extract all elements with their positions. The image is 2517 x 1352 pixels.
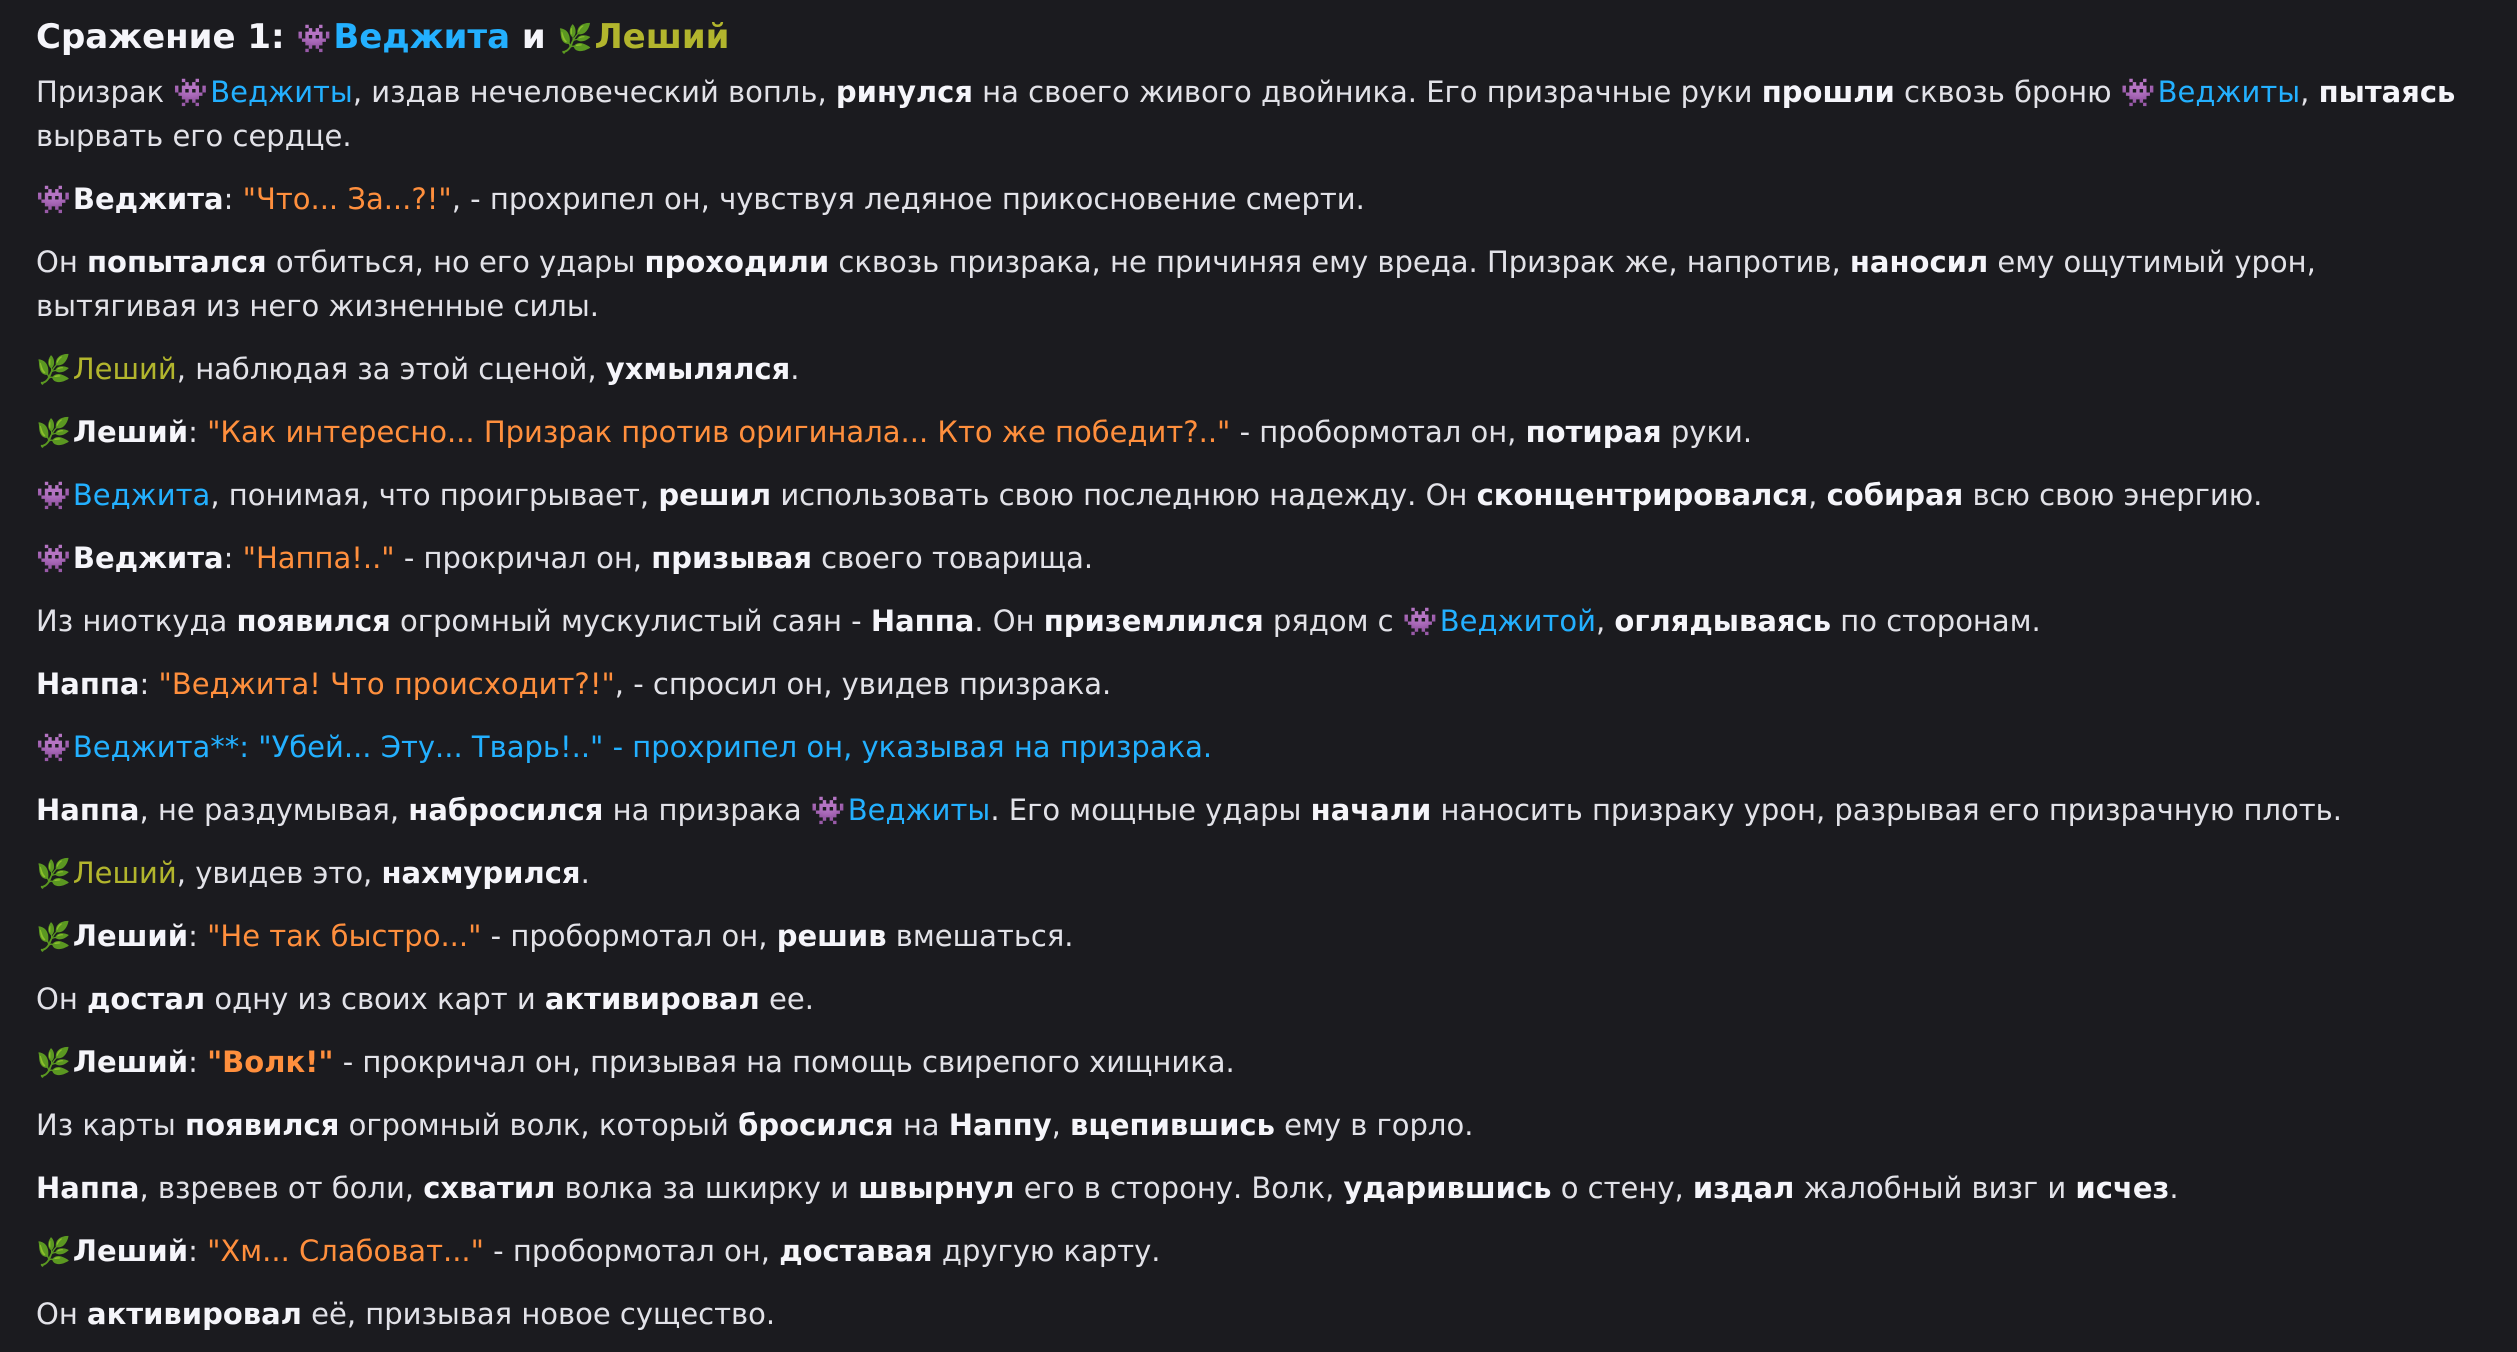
text-run: волка за шкирку и: [555, 1171, 859, 1205]
character-name-vegeta: Веджита: [72, 478, 211, 512]
story-paragraph: [36, 662, 2481, 706]
bold-text: издал: [1692, 1171, 1795, 1205]
text-run: руки.: [1661, 415, 1753, 449]
text-run: на: [893, 1108, 949, 1142]
bold-text: решив: [776, 919, 887, 953]
story-paragraph: [36, 977, 2481, 1021]
alien-monster-icon: 👾: [36, 479, 71, 512]
bold-text: Леший: [72, 1234, 189, 1268]
text-run: использовать свою последнюю надежду. Он: [771, 478, 1477, 512]
bold-text: достал: [87, 982, 206, 1016]
bold-text: прошли: [1761, 75, 1895, 109]
alien-monster-icon: 👾: [2120, 76, 2156, 109]
story-paragraph: [36, 788, 2481, 832]
bold-text: активировал: [544, 982, 760, 1016]
story-paragraph: [36, 599, 2481, 643]
text-run: по сторонам.: [1831, 604, 2041, 638]
text-run: Из карты: [36, 1108, 186, 1142]
text-run: .: [580, 856, 590, 890]
bold-text: Наппу: [948, 1108, 1052, 1142]
dialogue-quote: "Хм... Слабоват...": [207, 1234, 484, 1268]
bold-text: появился: [236, 604, 391, 638]
text-run: Из ниоткуда: [36, 604, 237, 638]
bold-text: Леший: [72, 919, 189, 953]
bold-text: Веджита: [72, 541, 224, 575]
text-run: , издав нечеловеческий вопль,: [352, 75, 836, 109]
text-run: её, призывая новое существо.: [301, 1297, 776, 1331]
text-run: :: [188, 919, 208, 953]
bold-text: наносил: [1849, 245, 1989, 279]
bold-text: набросился: [408, 793, 604, 827]
story-paragraph: [36, 1292, 2481, 1336]
text-run: Призрак: [36, 75, 174, 109]
text-run: :: [223, 182, 243, 216]
character-name-vegeta: Веджита: [333, 17, 511, 57]
bold-text: пытаясь: [2318, 75, 2456, 109]
story-paragraph: [36, 536, 2481, 580]
story-paragraph: [36, 473, 2481, 517]
text-run: , взревев от боли,: [139, 1171, 424, 1205]
bold-text: Наппа: [36, 667, 140, 701]
character-name-vegeta: Веджитой: [1439, 604, 1596, 638]
text-run: .: [790, 352, 800, 386]
bold-text: Наппа: [870, 604, 975, 638]
bold-text: ухмылялся: [605, 352, 791, 386]
text-run: одну из своих карт и: [205, 982, 545, 1016]
bold-text: Леший: [72, 415, 189, 449]
herb-icon: 🌿: [36, 857, 71, 890]
bold-text: доставая: [779, 1234, 933, 1268]
text-run: о стену,: [1551, 1171, 1693, 1205]
text-run: жалобный визг и: [1794, 1171, 2076, 1205]
bold-text: проходили: [644, 245, 830, 279]
story-paragraph: [36, 347, 2481, 391]
herb-icon: 🌿: [36, 1046, 71, 1079]
character-name-vegeta: Веджиты: [847, 793, 991, 827]
text-run: Он: [36, 982, 88, 1016]
story-paragraph: [36, 1040, 2481, 1084]
character-name-leshiy: Леший: [594, 17, 730, 57]
text-run: , наблюдая за этой сценой,: [176, 352, 606, 386]
text-run: :: [139, 667, 159, 701]
alien-monster-icon: 👾: [36, 183, 71, 216]
character-name-leshiy: Леший: [72, 856, 177, 890]
alien-monster-icon: 👾: [296, 22, 332, 55]
dialogue-quote: "Не так быстро...": [207, 919, 482, 953]
alien-monster-icon: 👾: [1402, 605, 1438, 638]
text-run: ,: [1051, 1108, 1071, 1142]
text-run: ,: [1808, 478, 1827, 512]
bold-text: активировал: [87, 1297, 302, 1331]
bold-text: приземлился: [1043, 604, 1264, 638]
story-paragraph: [36, 177, 2481, 221]
text-run: огромный волк, который: [339, 1108, 739, 1142]
herb-icon: 🌿: [557, 22, 593, 55]
bold-text: и: [510, 17, 558, 57]
text-run: , - прохрипел он, чувствуя ледяное прикосновение смерти.: [451, 182, 1365, 216]
text-run: , увидев это,: [176, 856, 382, 890]
bold-text: появился: [185, 1108, 340, 1142]
herb-icon: 🌿: [36, 1235, 71, 1268]
dialogue-quote: "Наппа!..": [242, 541, 395, 575]
text-run: ее.: [759, 982, 814, 1016]
character-name-vegeta: Веджиты: [210, 75, 353, 109]
text-run: - пробормотал он,: [481, 919, 777, 953]
story-paragraph: [36, 725, 2481, 769]
text-run: , понимая, что проигрывает,: [210, 478, 659, 512]
character-name-vegeta: Веджита**: "Убей... Эту... Тварь!.." - прохрипел он, указывая на призрака.: [72, 730, 1213, 764]
text-run: другую карту.: [932, 1234, 1161, 1268]
bold-text: Леший: [72, 1045, 189, 1079]
story-paragraph: [36, 1103, 2481, 1147]
story-paragraph: [36, 240, 2481, 328]
bold-text: начали: [1310, 793, 1432, 827]
text-run: ему в горло.: [1274, 1108, 1474, 1142]
dialogue-quote: "Что... За...?!": [242, 182, 452, 216]
text-run: огромный мускулистый саян -: [390, 604, 871, 638]
story-paragraph: [36, 410, 2481, 454]
story-paragraph: [36, 1166, 2481, 1210]
bold-text: Веджита: [72, 182, 224, 216]
story-paragraph: [36, 1229, 2481, 1273]
text-run: Он: [36, 245, 88, 279]
text-run: :: [188, 1234, 208, 1268]
character-name-vegeta: Веджиты: [2157, 75, 2301, 109]
bold-text: собирая: [1826, 478, 1964, 512]
bold-text: исчез: [2075, 1171, 2170, 1205]
story-paragraph: [36, 70, 2481, 158]
text-run: рядом с: [1263, 604, 1403, 638]
herb-icon: 🌿: [36, 920, 71, 953]
text-run: :: [188, 1045, 208, 1079]
text-run: . Его мощные удары: [990, 793, 1311, 827]
bold-text: сконцентрировался: [1476, 478, 1809, 512]
text-run: своего товарища.: [811, 541, 1094, 575]
text-run: отбиться, но его удары: [266, 245, 645, 279]
text-run: Он: [36, 1297, 88, 1331]
text-run: всю свою энергию.: [1963, 478, 2263, 512]
text-run: - прокричал он,: [394, 541, 652, 575]
text-run: , не раздумывая,: [139, 793, 409, 827]
bold-text: Наппа: [36, 793, 140, 827]
bold-text: нахмурился: [381, 856, 581, 890]
dialogue-quote: "Как интересно... Призрак против оригинала... Кто же победит?..": [207, 415, 1231, 449]
character-name-leshiy: Леший: [72, 352, 177, 386]
text-run: - пробормотал он,: [483, 1234, 780, 1268]
text-run: :: [223, 541, 243, 575]
bold-text: вцепившись: [1070, 1108, 1275, 1142]
dialogue-quote: "Волк!": [207, 1045, 334, 1079]
dialogue-quote: "Веджита! Что происходит?!": [158, 667, 615, 701]
bold-text: схватил: [423, 1171, 556, 1205]
bold-text: попытался: [87, 245, 267, 279]
alien-monster-icon: 👾: [173, 76, 209, 109]
alien-monster-icon: 👾: [810, 794, 846, 827]
text-run: , - спросил он, увидев призрака.: [614, 667, 1112, 701]
text-run: :: [188, 415, 208, 449]
text-run: вырвать его сердце.: [36, 119, 352, 153]
bold-text: потирая: [1525, 415, 1662, 449]
bold-text: призывая: [651, 541, 812, 575]
bold-text: бросился: [738, 1108, 894, 1142]
bold-text: ринулся: [835, 75, 973, 109]
text-run: на своего живого двойника. Его призрачные руки: [972, 75, 1762, 109]
herb-icon: 🌿: [36, 416, 71, 449]
text-run: - прокричал он, призывая на помощь свирепого хищника.: [333, 1045, 1235, 1079]
text-run: ,: [1595, 604, 1615, 638]
text-run: его в сторону. Волк,: [1014, 1171, 1344, 1205]
text-run: сквозь броню: [1894, 75, 2121, 109]
text-run: вмешаться.: [886, 919, 1074, 953]
text-run: ему ощутимый урон, вытягивая из него жизненные силы.: [36, 245, 2316, 323]
bold-text: ударившись: [1343, 1171, 1552, 1205]
bold-text: Сражение 1:: [36, 17, 297, 57]
text-run: - пробормотал он,: [1230, 415, 1526, 449]
text-run: . Он: [974, 604, 1044, 638]
text-run: сквозь призрака, не причиняя ему вреда. Призрак же, напротив,: [829, 245, 1850, 279]
alien-monster-icon: 👾: [36, 731, 71, 764]
bold-text: швырнул: [858, 1171, 1015, 1205]
text-run: на призрака: [603, 793, 811, 827]
herb-icon: 🌿: [36, 353, 71, 386]
text-run: наносить призраку урон, разрывая его призрачную плоть.: [1431, 793, 2342, 827]
story-body: [36, 70, 2481, 1336]
bold-text: оглядываясь: [1614, 604, 1832, 638]
bold-text: решил: [658, 478, 772, 512]
story-paragraph: [36, 914, 2481, 958]
text-run: ,: [2300, 75, 2319, 109]
story-paragraph: [36, 851, 2481, 895]
alien-monster-icon: 👾: [36, 542, 71, 575]
battle-heading: [36, 14, 2481, 60]
bold-text: Наппа: [36, 1171, 140, 1205]
text-run: .: [2169, 1171, 2179, 1205]
